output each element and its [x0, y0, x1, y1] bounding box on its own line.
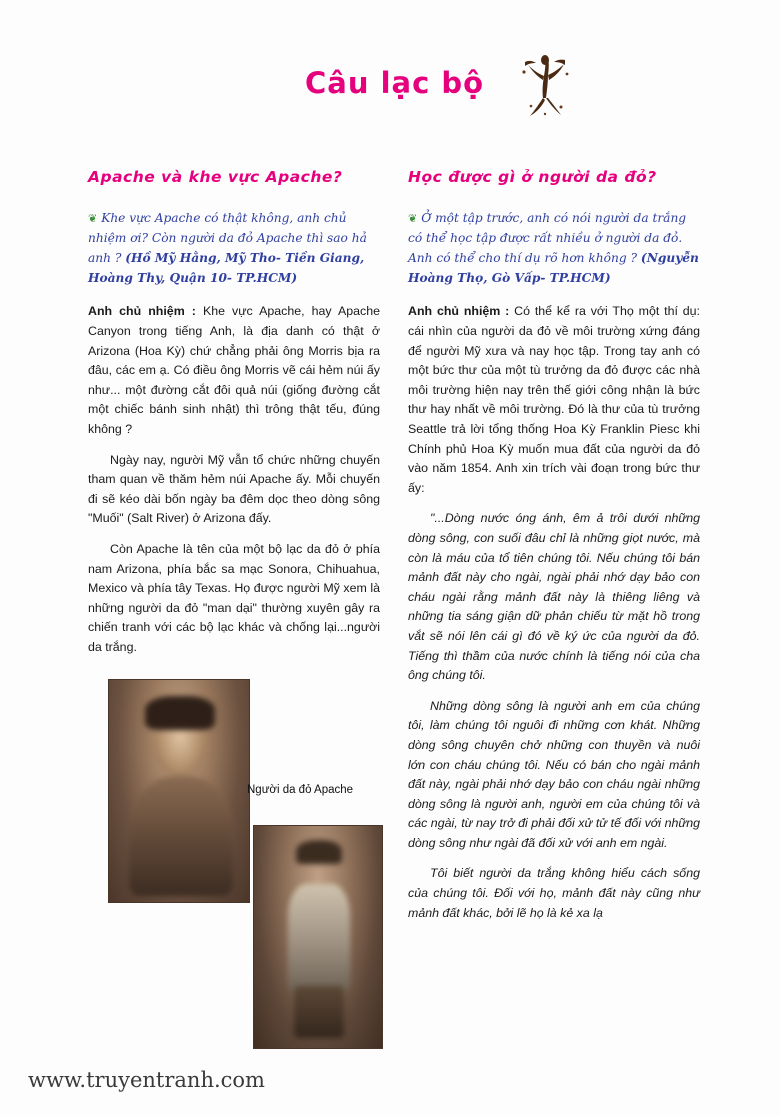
photo-apache-standing	[253, 825, 383, 1049]
left-column-question	[88, 209, 380, 288]
portrait-hair	[145, 696, 215, 730]
ink-splash-figure-icon	[515, 50, 575, 120]
right-answer-lead: Anh chủ nhiệm :	[408, 304, 510, 319]
left-paragraph-3: Còn Apache là tên của một bộ lạc da đỏ ở phía nam Arizona, phía bắc sa mạc Sonora, Chihuahua, Mexico và phía tây Texas. Họ được người Mỹ xem là những người da đỏ "man dại" thường xuyên gây ra chiến tranh với các bộ lạc khác và chống lại...người da trắng.	[88, 541, 380, 654]
right-column-question	[408, 209, 700, 288]
standing-hair	[296, 840, 342, 864]
right-paragraph-1-text: Có thể kể ra với Thọ một thí dụ: cái nhìn của người da đỏ về môi trường xứng đáng để người Mỹ xưa và nay học tập. Trong tay anh có một bức thư của một tù trưởng da đỏ được các nhà môi trường hiện nay trên thế giới công nhận là bức thư hay nhất về môi trường. Đó là thư của tù trưởng Seattle trả lời tổng thống Hoa Kỳ Franklin Piesc khi Chính phủ Hoa Kỳ muốn mua đất của người da đỏ vào năm 1854. Anh xin trích vài đoạn trong bức thư ấy:	[408, 304, 700, 495]
leaf-bullet-icon: ❦	[408, 212, 418, 226]
letter-quote-3: Tôi biết người da trắng không hiểu cách sống của chúng tôi. Đối với họ, mảnh đất này cũng như mảnh đất khác, bởi lẽ họ là kẻ xa lạ	[408, 866, 700, 920]
letter-quote-2: Những dòng sông là người anh em của chúng tôi, làm chúng tôi nguôi đi những cơn khát. Những dòng sông chuyên chở những con thuyền và nuôi lớn con cháu chúng tôi. Nếu có bán cho ngài mảnh đất này, ngài phải nhớ dạy bảo con cháu ngài những dòng sông là người anh, người em của chúng tôi và các ngài, từ nay trở đi phải đối xử tử tế đối với những dòng sông như ngài đã đối xử với anh em ngài.	[408, 698, 700, 850]
right-question-source: (Nguyễn Hoàng Thọ, Gò Vấp- TP.HCM)	[408, 250, 699, 285]
left-question-source: (Hồ Mỹ Hằng, Mỹ Tho- Tiền Giang, Hoàng Thy, Quận 10- TP.HCM)	[88, 250, 365, 285]
page-title: Câu lạc bộ	[305, 66, 485, 100]
right-column-title: Học được gì ở người da đỏ?	[408, 168, 657, 186]
left-column-title: Apache và khe vực Apache?	[88, 168, 343, 186]
page-header	[0, 30, 780, 110]
standing-body	[288, 884, 350, 994]
letter-quote-1: "...Dòng nước óng ánh, êm ả trôi dưới những dòng sông, con suối đâu chỉ là những giọt nước, mà còn là máu của tổ tiên chúng tôi. Nếu chúng tôi bán mảnh đất này cho ngài, ngài phải nhớ dạy bảo con cháu ngài rằng mảnh đất này là thiêng liêng và những tia sáng giận dữ phản chiếu từ mặt hồ trong vắt sẽ nói lên cái gì đó về ký ức của người da đỏ. Tiếng thì thầm của nước chính là tiếng nói của cha ông chúng tôi.	[408, 511, 700, 683]
left-paragraph-1-text: Khe vực Apache, hay Apache Canyon trong tiếng Anh, là địa danh có thật ở Arizona (Hoa Kỳ) chứ chẳng phải ông Morris bịa ra đâu, các em ạ. Có điều ông Morris vẽ cái hẻm núi ấy như... một đường cắt đôi quả núi (giống đường cắt một chiếc bánh sinh nhật) thì trông thật tếu, đúng không ?	[88, 304, 380, 436]
right-question-text: Ở một tập trước, anh có nói người da trắng có thể học tập được rất nhiều ở người da đỏ. Anh có thể cho thí dụ rõ hơn không ?	[408, 211, 687, 265]
portrait-body	[129, 776, 233, 896]
right-column	[408, 168, 700, 934]
left-column	[88, 168, 380, 669]
photo-caption: Người da đỏ Apache	[247, 784, 354, 796]
watermark: www.truyentranh.com	[28, 1068, 265, 1092]
left-answer-lead: Anh chủ nhiệm :	[88, 304, 196, 319]
left-paragraph-1	[88, 302, 380, 439]
left-question-text: Khe vực Apache có thật không, anh chủ nhiệm ơi? Còn người da đỏ Apache thì sao hả anh ?	[88, 211, 367, 265]
leaf-bullet-icon: ❦	[88, 212, 98, 226]
photo-apache-portrait	[108, 679, 250, 903]
left-paragraph-2: Ngày nay, người Mỹ vẫn tổ chức những chuyến tham quan về thăm hẻm núi Apache ấy. Mỗi chuyến đi sẽ kéo dài bốn ngày ba đêm dọc theo dòng sông "Muối" (Salt River) ở Arizona đấy.	[88, 452, 380, 526]
right-paragraph-1	[408, 302, 700, 498]
standing-legs	[294, 986, 344, 1038]
